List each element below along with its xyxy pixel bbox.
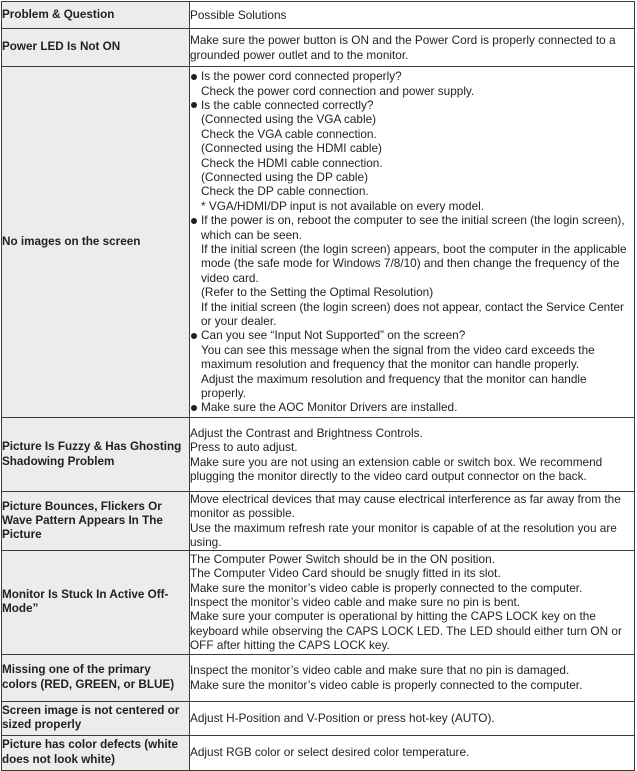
solution-line: Make sure your computer is operational by hitting the CAPS LOCK key on the keyboard while observing the CAPS LOCK LED. The LED should either turn ON or OFF after hitting the CAPS LOCK key. <box>190 609 622 653</box>
solution-cell <box>190 67 635 418</box>
solution-line: Check the power cord connection and power supply. <box>201 83 475 98</box>
header-possible-solutions: Possible Solutions <box>190 2 635 29</box>
solution-line: Make sure the monitor’s video cable is properly connected to the computer. <box>190 677 583 692</box>
solution-line: Adjust the maximum resolution and frequency that the monitor can handle properly. <box>201 371 587 401</box>
table-row <box>2 492 635 551</box>
solution-bullet: If the power is on, reboot the computer to see the initial screen (the login screen), which can be seen. <box>190 213 634 242</box>
solution-line: Use the maximum refresh rate your monitor is capable of at the resolution you are using. <box>190 520 617 550</box>
problem-cell: Screen image is not centered or sized properly <box>2 701 190 735</box>
solution-line: (Refer to the Setting the Optimal Resolution) <box>201 285 434 300</box>
solution-line: You can see this message when the signal from the video card exceeds the maximum resolution and frequency that the monitor can handle properly. <box>201 342 595 372</box>
solution-line: Inspect the monitor’s video cable and make sure that no pin is damaged. <box>190 663 570 678</box>
problem-cell: Picture has color defects (white does not look white) <box>2 735 190 770</box>
solution-line: The Computer Power Switch should be in the ON position. <box>190 551 495 566</box>
solution-line: Check the HDMI cable connection. <box>201 155 383 170</box>
table-row <box>2 29 635 67</box>
header-problem-question: Problem & Question <box>2 2 190 29</box>
solution-line: Move electrical devices that may cause electrical interference as far away from the monitor as possible. <box>190 492 621 521</box>
solution-line: (Connected using the VGA cable) <box>201 112 377 127</box>
solution-cell <box>190 29 635 67</box>
solution-cell <box>190 735 635 770</box>
solution-cell <box>190 492 635 551</box>
table-row <box>2 701 635 735</box>
solution-line: Make sure you are not using an extension cable or switch box. We recommend plugging the monitor directly to the video card output connector on the back. <box>190 454 603 483</box>
problem-cell: Monitor Is Stuck In Active Off-Mode” <box>2 550 190 654</box>
solution-cell <box>190 701 635 735</box>
problem-cell: Missing one of the primary colors (RED, GREEN, or BLUE) <box>2 654 190 701</box>
solution-line: If the initial screen (the login screen) does not appear, contact the Service Center or your dealer. <box>201 299 624 329</box>
problem-cell: No images on the screen <box>2 67 190 418</box>
problem-cell: Power LED Is Not ON <box>2 29 190 67</box>
solution-note: * VGA/HDMI/DP input is not available on every model. <box>201 198 485 213</box>
solution-bullet: Make sure the AOC Monitor Drivers are installed. <box>190 400 634 414</box>
solution-line: (Connected using the DP cable) <box>201 169 369 184</box>
solution-line: Make sure the power button is ON and the Power Cord is properly connected to a grounded power outlet and to the monitor. <box>190 33 616 62</box>
solution-line: Adjust RGB color or select desired color temperature. <box>190 745 470 760</box>
solution-line: (Connected using the HDMI cable) <box>201 141 382 156</box>
table-row <box>2 67 635 418</box>
solution-line: Adjust H-Position and V-Position or press hot-key (AUTO). <box>190 710 495 725</box>
solution-bullet: Is the power cord connected properly? <box>190 69 634 83</box>
table-row <box>2 654 635 701</box>
troubleshooting-table <box>1 1 635 771</box>
solution-line: If the initial screen (the login screen) appears, boot the computer in the applicable mode (the safe mode for Windows 7/8/10) and then change the frequency of the video card. <box>201 242 627 285</box>
solution-bullet: Can you see “Input Not Supported” on the screen? <box>190 328 634 342</box>
solution-line: Make sure the monitor’s video cable is properly connected to the computer. <box>190 580 583 595</box>
solution-line: Inspect the monitor’s video cable and make sure no pin is bent. <box>190 594 521 609</box>
solution-bullet: Is the cable connected correctly? <box>190 98 634 112</box>
solution-line: Check the VGA cable connection. <box>201 126 377 141</box>
solution-line: Check the DP cable connection. <box>201 184 369 199</box>
table-header-row <box>2 2 635 29</box>
table-row <box>2 735 635 770</box>
table-row <box>2 418 635 492</box>
problem-cell: Picture Bounces, Flickers Or Wave Pattern Appears In The Picture <box>2 492 190 551</box>
solution-cell <box>190 418 635 492</box>
solution-line: Adjust the Contrast and Brightness Controls. <box>190 425 423 440</box>
solution-line: Press to auto adjust. <box>190 440 298 455</box>
solution-line: The Computer Video Card should be snugly fitted in its slot. <box>190 566 501 581</box>
solution-cell <box>190 550 635 654</box>
problem-cell: Picture Is Fuzzy & Has Ghosting Shadowing Problem <box>2 418 190 492</box>
table-row <box>2 550 635 654</box>
solution-cell <box>190 654 635 701</box>
